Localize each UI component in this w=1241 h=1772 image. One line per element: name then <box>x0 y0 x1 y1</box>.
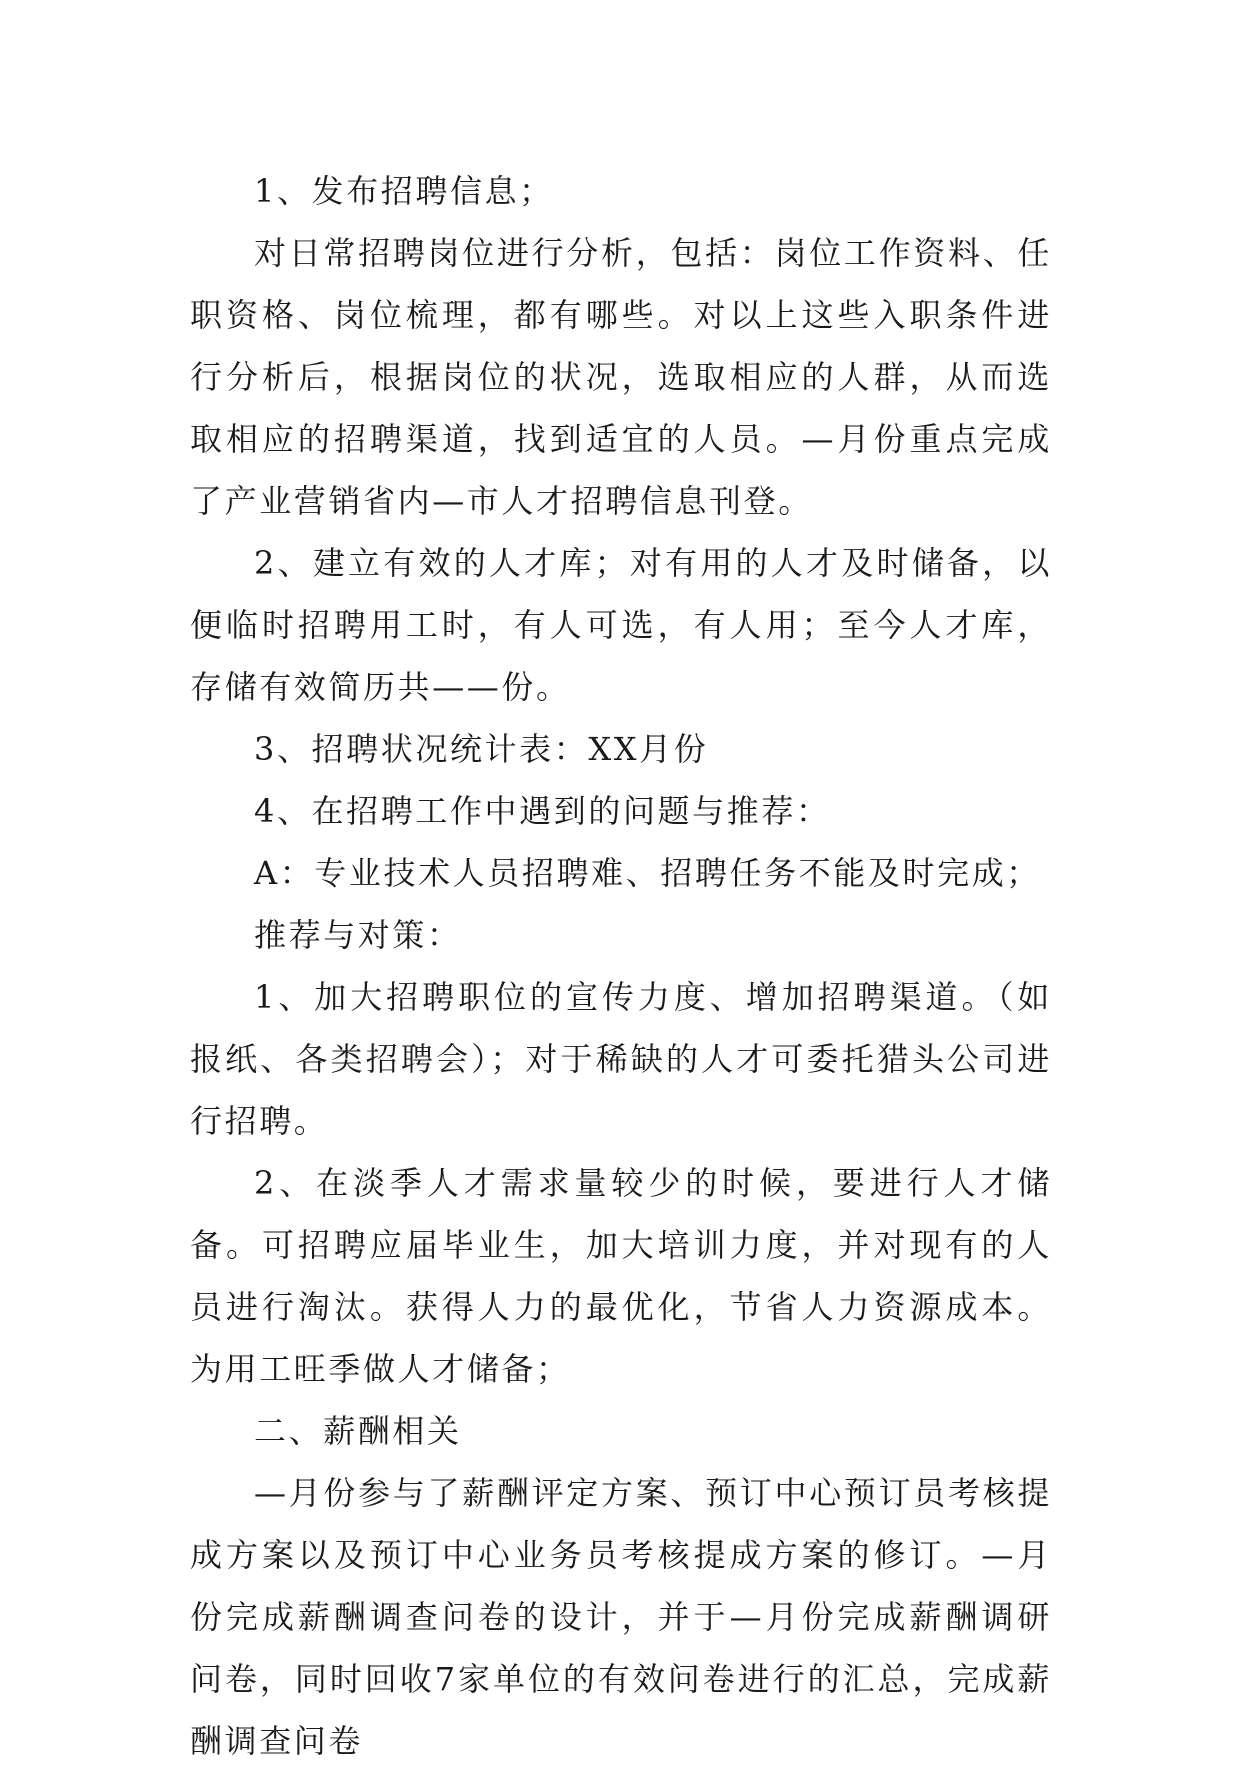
document-body <box>190 160 1052 1772</box>
paragraph-stats-table: 3、招聘状况统计表：XX月份 <box>254 730 709 768</box>
paragraph-countermeasures-heading: 推荐与对策： <box>254 916 462 954</box>
paragraph-problems-heading: 4、在招聘工作中遇到的问题与推荐： <box>254 792 831 830</box>
paragraph-position-analysis: 对日常招聘岗位进行分析，包括：岗位工作资料、任职资格、岗位梳理，都有哪些。对以上这些入职条件进行分析后，根据岗位的状况，选取相应的人群，从而选取相应的招聘渠道，找到适宜的人员。—月份重点完成了产业营销省内—市人才招聘信息刊登。 <box>190 234 1052 520</box>
section-heading-salary: 二、薪酬相关 <box>254 1412 462 1450</box>
paragraph-countermeasure-1: 1、加大招聘职位的宣传力度、增加招聘渠道。（如报纸、各类招聘会）；对于稀缺的人才可委托猎头公司进行招聘。 <box>190 978 1052 1140</box>
paragraph-problem-a: A：专业技术人员招聘难、招聘任务不能及时完成； <box>254 854 1041 892</box>
paragraph-recruit-info-heading: 1、发布招聘信息； <box>254 172 554 210</box>
paragraph-countermeasure-2: 2、在淡季人才需求量较少的时候，要进行人才储备。可招聘应届毕业生，加大培训力度，并对现有的人员进行淘汰。获得人力的最优化，节省人力资源成本。为用工旺季做人才储备； <box>190 1164 1052 1388</box>
paragraph-salary-work: —月份参与了薪酬评定方案、预订中心预订员考核提成方案以及预订中心业务员考核提成方案的修订。—月份完成薪酬调查问卷的设计，并于—月份完成薪酬调研问卷，同时回收7家单位的有效问卷进行的汇总，完成薪酬调查问卷 <box>190 1474 1052 1760</box>
paragraph-talent-pool: 2、建立有效的人才库；对有用的人才及时储备，以便临时招聘用工时，有人可选，有人用；至今人才库，存储有效简历共——份。 <box>190 544 1052 706</box>
